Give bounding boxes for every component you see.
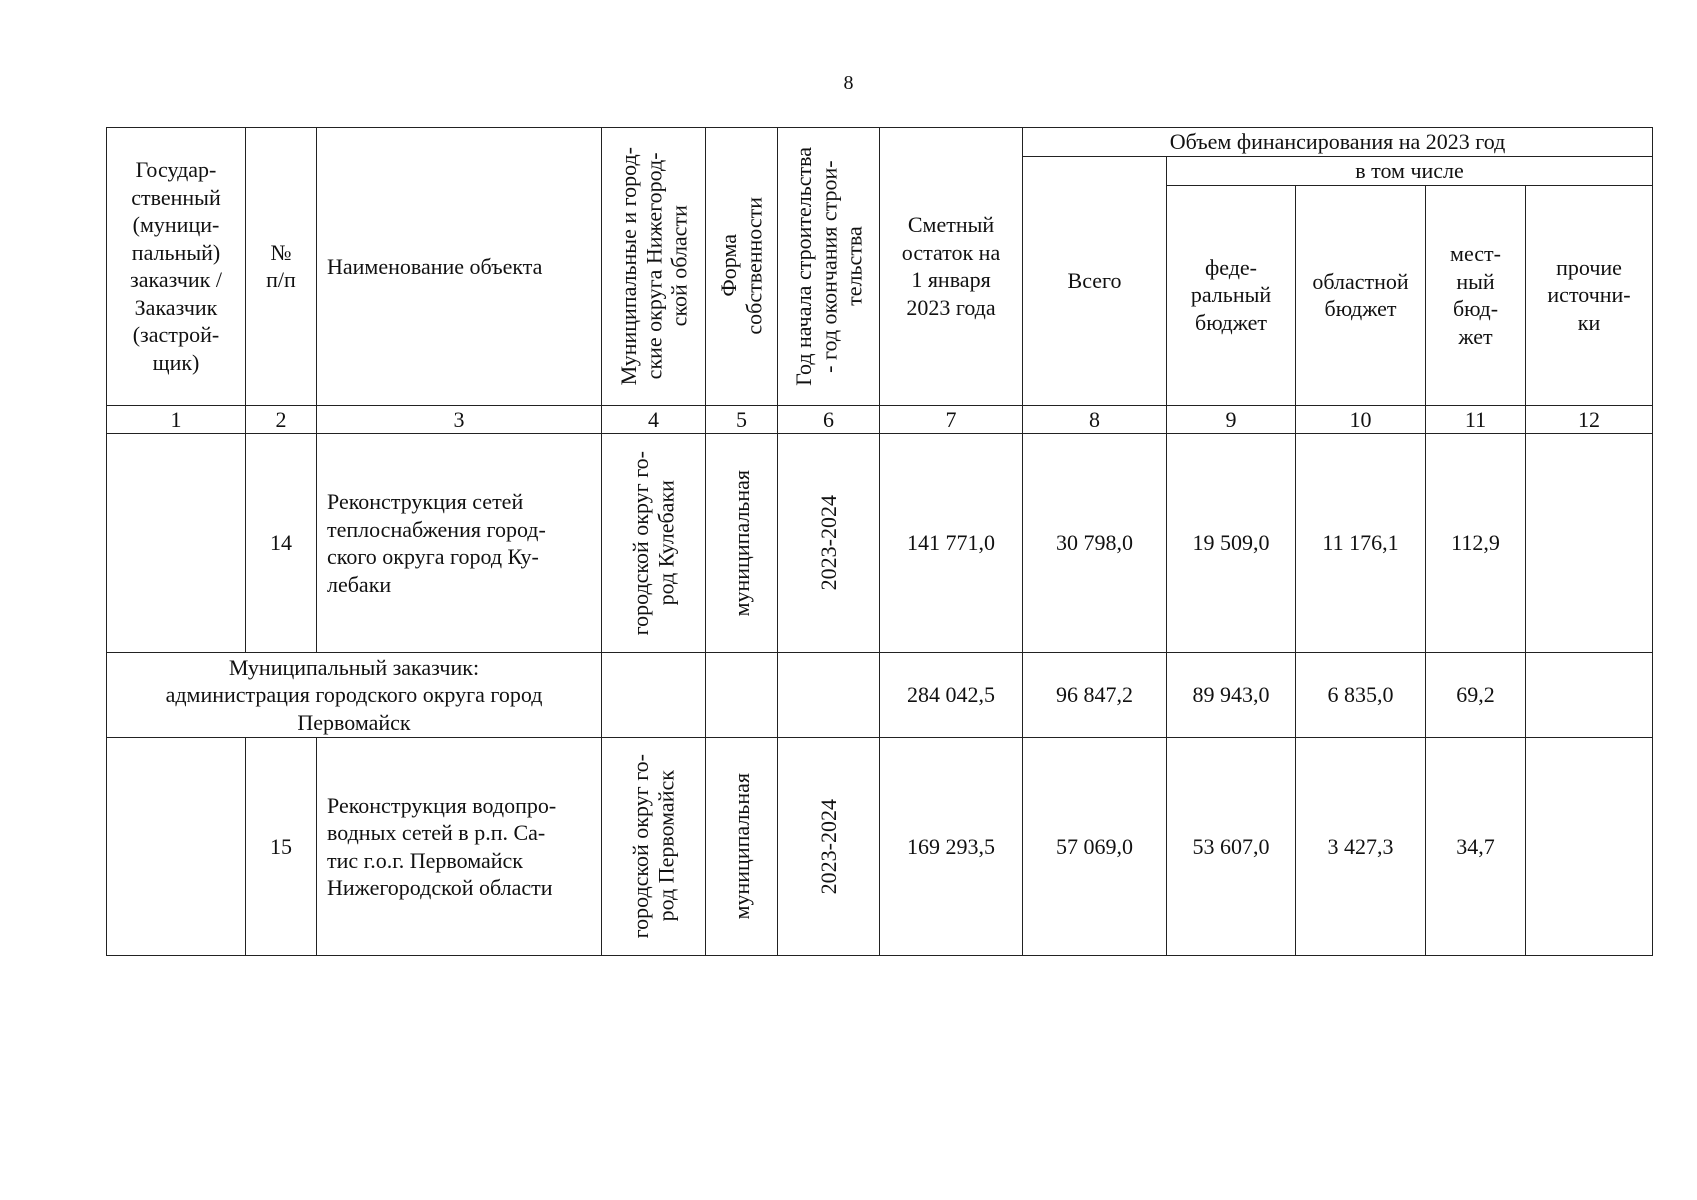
remainder-value: 284 042,5 [880, 653, 1023, 738]
ownership-text: муниципальная [728, 469, 754, 617]
header-other: прочие источни- ки [1526, 185, 1653, 405]
header-local: мест- ный бюд- жет [1426, 185, 1526, 405]
object-name: Реконструкция водопро- водных сетей в р.п. Са- тис г.о.г. Первомайск Нижегородской области [317, 738, 602, 956]
header-number: № п/п [246, 128, 317, 406]
customer-cell [107, 434, 246, 653]
district-cell [602, 738, 706, 956]
district-text: городской округ го- род Кулебаки [628, 450, 679, 636]
other-value [1526, 434, 1653, 653]
other-value [1526, 653, 1653, 738]
column-number: 10 [1296, 405, 1426, 434]
column-number: 8 [1023, 405, 1167, 434]
federal-value: 89 943,0 [1167, 653, 1296, 738]
customer-row [107, 653, 1653, 738]
row-number: 14 [246, 434, 317, 653]
header-remainder: Сметный остаток на 1 января 2023 года [880, 128, 1023, 406]
table-row [107, 434, 1653, 653]
district-cell [602, 653, 706, 738]
header-object-name: Наименование объекта [317, 128, 602, 406]
header-including: в том числе [1167, 156, 1653, 185]
ownership-text: муниципальная [728, 773, 754, 920]
years-text: 2023-2024 [815, 798, 841, 895]
header-regional: областной бюджет [1296, 185, 1426, 405]
total-value: 96 847,2 [1023, 653, 1167, 738]
column-number: 2 [246, 405, 317, 434]
federal-value: 53 607,0 [1167, 738, 1296, 956]
header-customer: Государ- ственный (муници- пальный) заказчик / Заказчик (застрой- щик) [107, 128, 246, 406]
total-value: 30 798,0 [1023, 434, 1167, 653]
column-number: 1 [107, 405, 246, 434]
years-cell [778, 738, 880, 956]
local-value: 69,2 [1426, 653, 1526, 738]
header-ownership [706, 128, 778, 406]
column-number: 7 [880, 405, 1023, 434]
header-ownership-text: Форма собственности [716, 197, 767, 336]
header-district [602, 128, 706, 406]
municipal-customer: Муниципальный заказчик: администрация городского округа город Первомайск [107, 653, 602, 738]
header-district-text: Муниципальные и город- ские округа Нижегород- ской области [615, 147, 692, 386]
local-value: 112,9 [1426, 434, 1526, 653]
total-value: 57 069,0 [1023, 738, 1167, 956]
column-numbers-row [107, 405, 1653, 434]
years-cell [778, 434, 880, 653]
column-number: 12 [1526, 405, 1653, 434]
object-name: Реконструкция сетей теплоснабжения город- ского округа город Ку- лебаки [317, 434, 602, 653]
row-number: 15 [246, 738, 317, 956]
years-cell [778, 653, 880, 738]
years-text: 2023-2024 [815, 495, 841, 591]
district-cell [602, 434, 706, 653]
column-number: 3 [317, 405, 602, 434]
regional-value: 6 835,0 [1296, 653, 1426, 738]
customer-cell [107, 738, 246, 956]
financing-table [106, 127, 1653, 956]
column-number: 11 [1426, 405, 1526, 434]
column-number: 6 [778, 405, 880, 434]
remainder-value: 141 771,0 [880, 434, 1023, 653]
local-value: 34,7 [1426, 738, 1526, 956]
regional-value: 3 427,3 [1296, 738, 1426, 956]
header-years [778, 128, 880, 406]
header-financing-group: Объем финансирования на 2023 год [1023, 128, 1653, 157]
remainder-value: 169 293,5 [880, 738, 1023, 956]
ownership-cell [706, 653, 778, 738]
federal-value: 19 509,0 [1167, 434, 1296, 653]
ownership-cell [706, 738, 778, 956]
column-number: 5 [706, 405, 778, 434]
table-row [107, 738, 1653, 956]
column-number: 4 [602, 405, 706, 434]
page-number: 8 [843, 72, 854, 94]
header-years-text: Год начала строительства - год окончания строи- тельства [790, 146, 867, 386]
ownership-cell [706, 434, 778, 653]
header-federal: феде- ральный бюджет [1167, 185, 1296, 405]
column-number: 9 [1167, 405, 1296, 434]
district-text: городской округ го- род Первомайск [628, 754, 679, 939]
header-total: Всего [1023, 156, 1167, 405]
regional-value: 11 176,1 [1296, 434, 1426, 653]
other-value [1526, 738, 1653, 956]
